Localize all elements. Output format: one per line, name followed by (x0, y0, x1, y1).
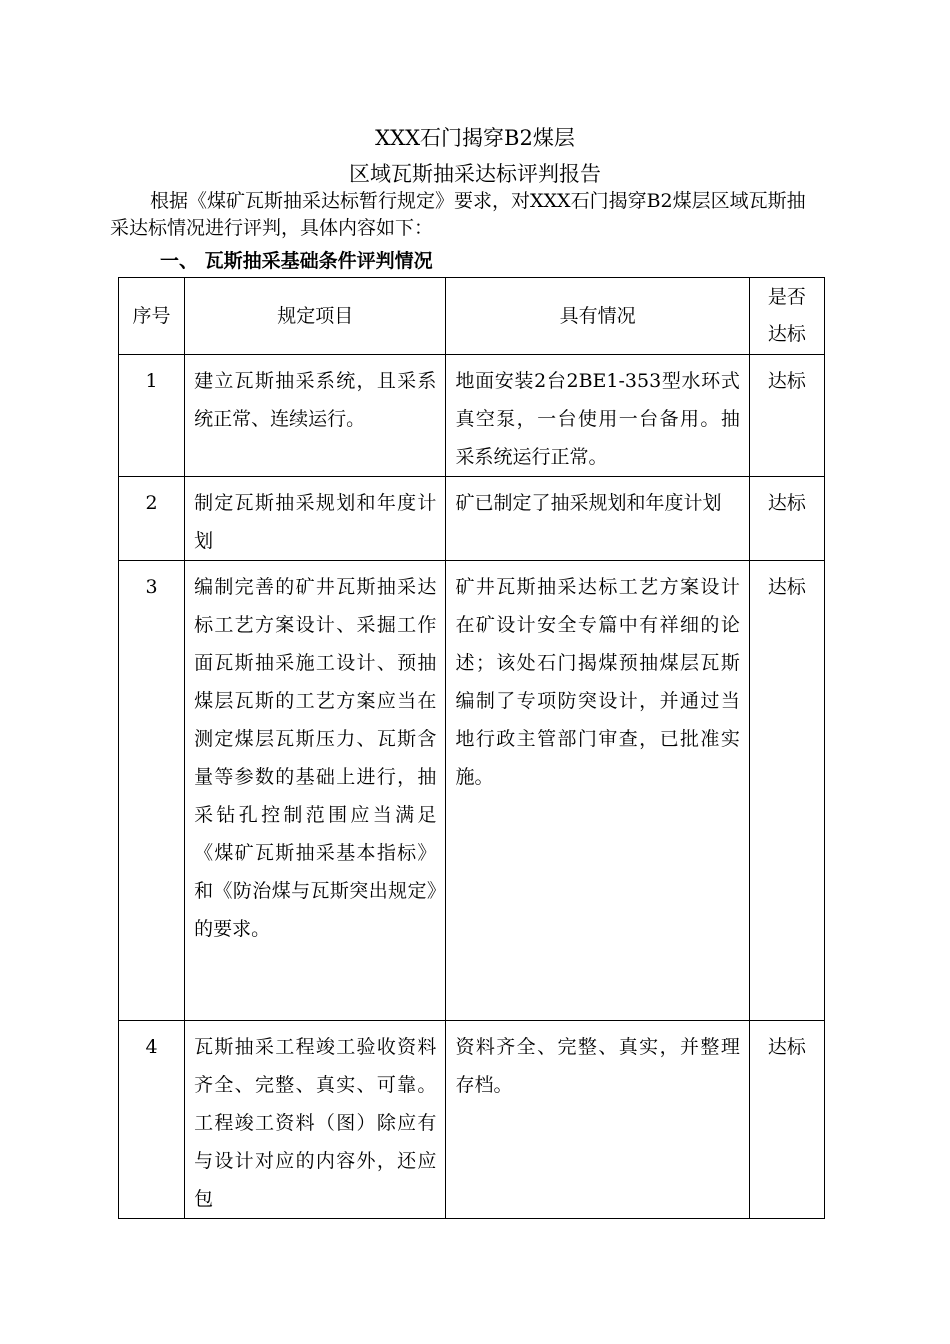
header-no: 序号 (119, 278, 185, 355)
row-pass: 达标 (767, 576, 806, 598)
row-no: 2 (145, 492, 158, 514)
row-pass: 达标 (767, 492, 806, 514)
row-no-cell (119, 561, 185, 1021)
header-pass (749, 278, 824, 355)
row-status: 矿已制定了抽采规划和年度计划 (455, 492, 722, 514)
row-status-cell (446, 355, 749, 477)
table-row (119, 477, 825, 561)
row-status-cell (446, 1021, 749, 1219)
row-pass-cell (749, 355, 824, 477)
intro-paragraph: 根据《煤矿瓦斯抽采达标暂行规定》要求，对XXX石门揭穿B2煤层区域瓦斯抽采达标情况进行评判，具体内容如下： (110, 190, 806, 239)
row-no-cell (119, 477, 185, 561)
report-title-line-2: 区域瓦斯抽采达标评判报告 (349, 162, 601, 186)
row-pass: 达标 (767, 1036, 806, 1058)
row-pass: 达标 (767, 370, 806, 392)
row-pass-cell (749, 561, 824, 1021)
table-row (119, 1021, 825, 1219)
row-status-cell (446, 561, 749, 1021)
row-no-cell (119, 1021, 185, 1219)
row-item-cell (185, 477, 446, 561)
row-status-cell (446, 477, 749, 561)
row-no: 1 (145, 370, 158, 392)
table-row (119, 355, 825, 477)
row-item: 制定瓦斯抽采规划和年度计划 (194, 492, 437, 552)
row-pass-cell (749, 477, 824, 561)
row-status: 矿井瓦斯抽采达标工艺方案设计在矿设计安全专篇中有祥细的论述；该处石门揭煤预抽煤层瓦斯编制了专项防突设计，并通过当地行政主管部门审查，已批准实施。 (455, 576, 740, 788)
row-item-cell (185, 561, 446, 1021)
row-item-cell (185, 355, 446, 477)
row-status: 地面安装2台2BE1-353型水环式真空泵，一台使用一台备用。抽采系统运行正常。 (455, 370, 740, 468)
row-item-cell (185, 1021, 446, 1219)
criteria-table (118, 277, 825, 1219)
table-header-row (119, 278, 825, 355)
row-no: 3 (145, 576, 158, 598)
header-item: 规定项目 (185, 278, 446, 355)
header-status: 具有情况 (446, 278, 749, 355)
row-item: 编制完善的矿井瓦斯抽采达标工艺方案设计、采掘工作面瓦斯抽采施工设计、预抽煤层瓦斯的工艺方案应当在测定煤层瓦斯压力、瓦斯含量等参数的基础上进行，抽采钻孔控制范围应当满足《煤矿瓦斯抽采基本指标》和《防治煤与瓦斯突出规定》的要求。 (194, 576, 437, 940)
section-heading: 一、 瓦斯抽采基础条件评判情况 (160, 250, 433, 272)
row-pass-cell (749, 1021, 824, 1219)
report-title-line-1: XXX石门揭穿B2煤层 (375, 126, 575, 150)
row-item: 建立瓦斯抽采系统，且采系统正常、连续运行。 (194, 370, 437, 430)
row-no-cell (119, 355, 185, 477)
row-no: 4 (145, 1036, 158, 1058)
row-item: 瓦斯抽采工程竣工验收资料齐全、完整、真实、可靠。工程竣工资料（图）除应有与设计对应的内容外，还应包 (194, 1036, 437, 1210)
header-pass-line-1: 是否 (767, 286, 806, 308)
header-pass-line-2: 达标 (767, 323, 806, 345)
table-row (119, 561, 825, 1021)
row-status: 资料齐全、完整、真实，并整理存档。 (455, 1036, 740, 1096)
